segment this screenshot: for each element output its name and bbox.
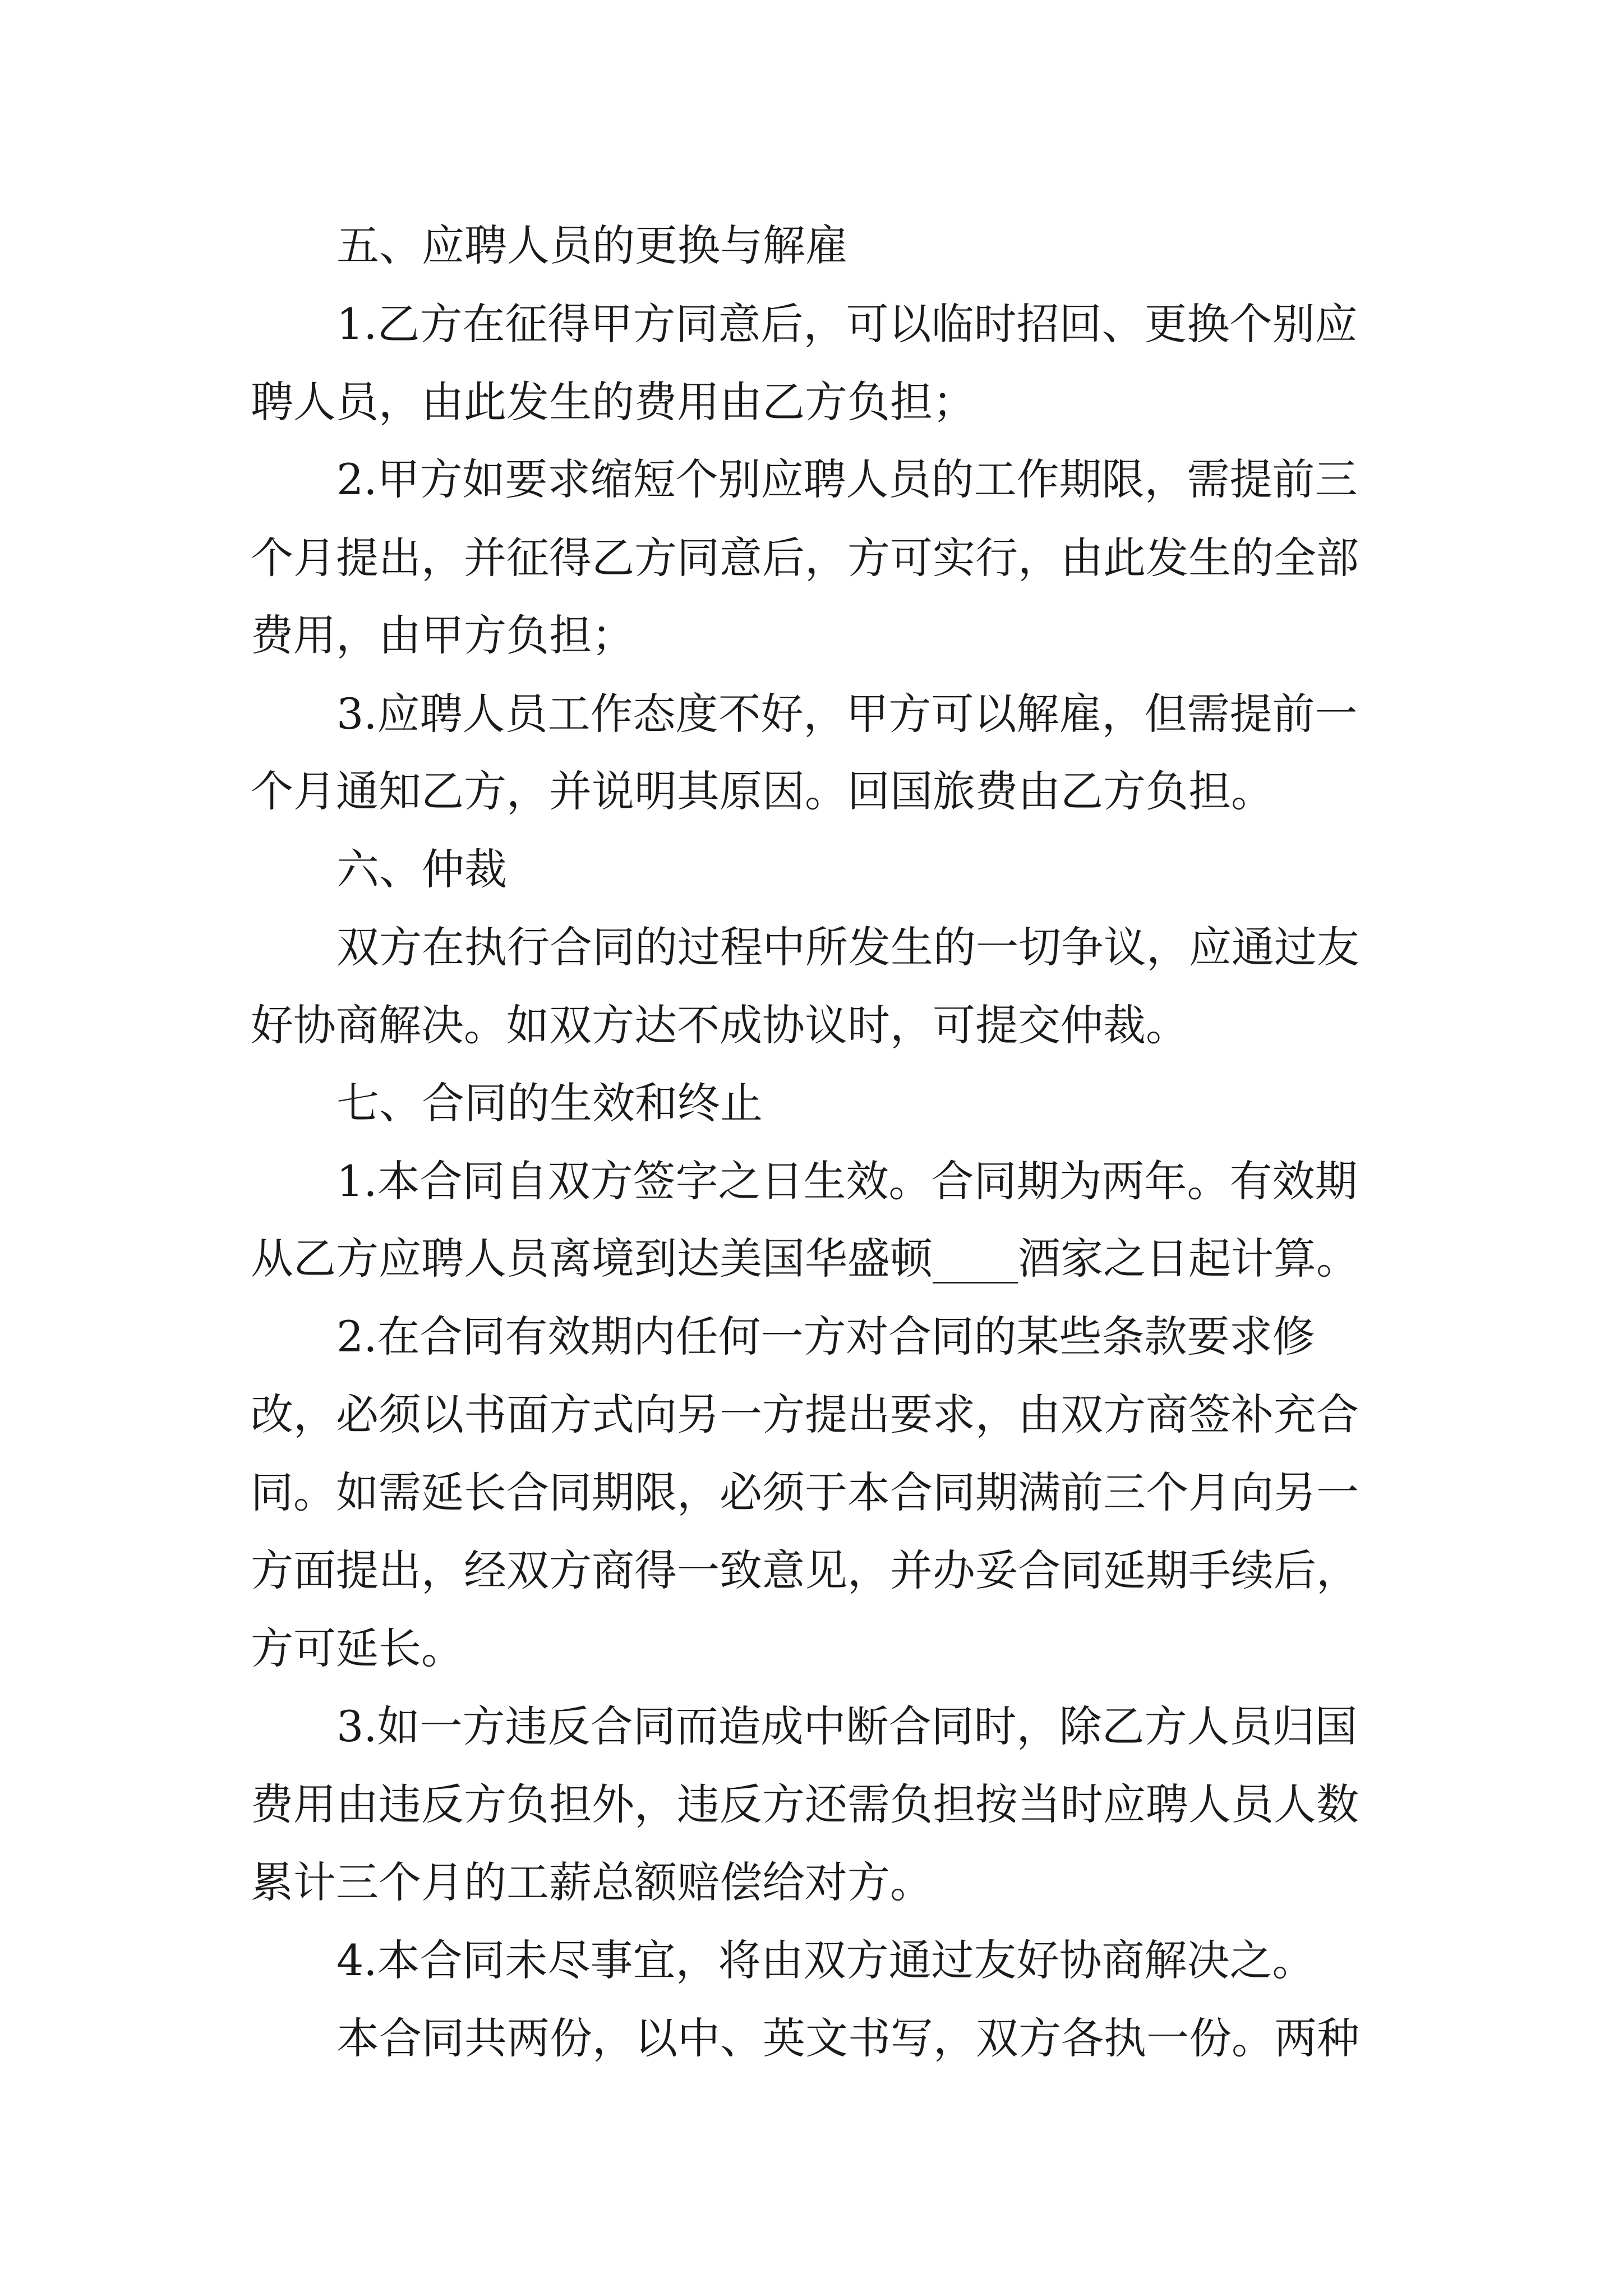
paragraph-line: 费用由违反方负担外，违反方还需负担按当时应聘人员人数: [251, 1779, 1359, 1829]
paragraph-line: 个月提出，并征得乙方同意后，方可实行，由此发生的全部: [251, 533, 1359, 583]
heading-arbitration: 六、仲裁: [336, 844, 507, 894]
paragraph-line: 1.乙方在征得甲方同意后，可以临时招回、更换个别应: [336, 299, 1358, 349]
paragraph-line: 聘人员，由此发生的费用由乙方负担；: [251, 377, 975, 427]
paragraph-line: 从乙方应聘人员离境到达美国华盛顿____酒家之日起计算。: [251, 1234, 1359, 1283]
paragraph-line: 好协商解决。如双方达不成协议时，可提交仲裁。: [251, 1000, 1188, 1050]
paragraph-line: 改，必须以书面方式向另一方提出要求，由双方商签补充合: [251, 1389, 1359, 1439]
paragraph-line: 1.本合同自双方签字之日生效。合同期为两年。有效期: [336, 1156, 1358, 1206]
paragraph-line: 2.甲方如要求缩短个别应聘人员的工作期限，需提前三: [336, 454, 1358, 504]
paragraph-line: 个月通知乙方，并说明其原因。回国旅费由乙方负担。: [251, 766, 1274, 816]
paragraph-line: 本合同共两份，以中、英文书写，双方各执一份。两种: [336, 2013, 1359, 2063]
paragraph-line: 方面提出，经双方商得一致意见，并办妥合同延期手续后，: [251, 1545, 1359, 1595]
paragraph-line: 4.本合同未尽事宜，将由双方通过友好协商解决之。: [336, 1935, 1315, 1985]
paragraph-line: 双方在执行合同的过程中所发生的一切争议，应通过友: [336, 922, 1359, 972]
paragraph-line: 3.如一方违反合同而造成中断合同时，除乙方人员归国: [336, 1701, 1358, 1751]
paragraph-line: 2.在合同有效期内任何一方对合同的某些条款要求修: [336, 1312, 1315, 1361]
heading-replacement-dismissal: 五、应聘人员的更换与解雇: [336, 220, 848, 270]
paragraph-line: 同。如需延长合同期限，必须于本合同期满前三个月向另一: [251, 1467, 1359, 1517]
paragraph-line: 3.应聘人员工作态度不好，甲方可以解雇，但需提前一: [336, 689, 1358, 739]
heading-effect-termination: 七、合同的生效和终止: [336, 1078, 763, 1128]
paragraph-line: 累计三个月的工薪总额赔偿给对方。: [251, 1857, 933, 1907]
paragraph-line: 方可延长。: [251, 1623, 464, 1673]
paragraph-line: 费用，由甲方负担；: [251, 610, 634, 660]
